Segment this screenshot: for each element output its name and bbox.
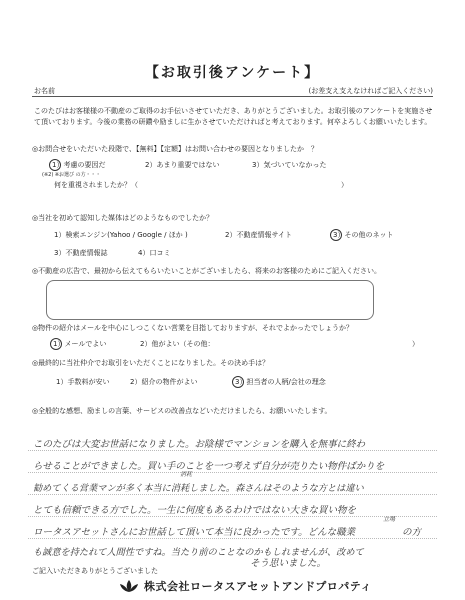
handwritten-line-6: も誠意を持たれて人間性ですね。当たり前のことなのかもしれませんが、改めて <box>33 547 364 558</box>
handwritten-insert: の方 <box>402 527 422 538</box>
q5-option-3[interactable]: 3）担当者の人柄/会社の理念 <box>235 378 326 386</box>
q2-option-3[interactable]: 3）その他のネット <box>333 231 394 239</box>
q1-option-3[interactable]: 3）気づいていなかった <box>252 161 327 169</box>
handwritten-line-7: そう思いました。 <box>250 558 327 569</box>
handwritten-line-2: らせることができました。買い手のことを一つ考えず自分が売りたい物件ばかりを <box>33 461 385 472</box>
question-6: ◎全般的な感想、励ましの言葉、サービスの改善点などいただけましたら、お願いいたします。 <box>32 407 332 415</box>
question-4: ◎物件の紹介はメールを中心にしつこくない営業を目指しておりますが、それでよかったでしょうか？ <box>32 324 353 332</box>
answer-guideline <box>28 516 437 517</box>
q4-option-2-end: ） <box>412 340 419 348</box>
page-title: 【お取引後アンケート】 <box>144 65 321 81</box>
handwritten-line-5: ロータスアセットさんにお世話して頂いて本当に良かったです。どんな職業 <box>33 527 356 538</box>
q1-option-1[interactable]: 1）考慮の要因だ <box>52 161 106 169</box>
q1-option-sub: (※2) ※お選び の方・・・ <box>42 172 101 178</box>
answer-guideline <box>28 538 437 539</box>
q5-option-1[interactable]: 1）手数料が安い <box>56 378 110 386</box>
q2-option-4[interactable]: 3）不動産情報誌 <box>54 249 108 257</box>
handwritten-insert: 立場 <box>383 516 396 523</box>
handwritten-line-3: 勧めてくる営業マンが多く本当に消耗しました。森さんはそのような方とは違い <box>33 483 364 494</box>
name-note: (お差支え支えなければご記入ください) <box>308 87 433 95</box>
company-name: 株式会社ロータスアセットアンドプロパティ <box>144 580 372 593</box>
lotus-icon <box>118 578 140 594</box>
q2-option-2[interactable]: 2）不動産情報サイト <box>225 231 292 239</box>
question-1: ◎お問合せをいただいた段階で、【無料】【定額】はお問い合わせの要因となりましたか ？ <box>32 145 318 153</box>
q1-followup[interactable]: 何を重視されましたか？（ ） <box>54 181 348 189</box>
company-logo <box>118 578 372 594</box>
name-label: お名前 <box>34 87 55 95</box>
footer-thanks: ご記入いただきありがとうございました <box>32 567 158 575</box>
q4-option-1[interactable]: 1）メールでよい <box>53 340 107 348</box>
answer-guideline <box>28 472 437 473</box>
handwritten-line-4: とても信頼できる方でした。一生に何度もあるわけではない大きな買い物を <box>33 505 357 516</box>
q1-option-2[interactable]: 2）あまり重要ではない <box>145 161 220 169</box>
intro-text: このたびはお客様様の不動産のご取得のお手伝いさせていただき、ありがとうございました。お取引後のアンケートを実施させて頂いております。今後の業務の研鑽や励ましに生かさせていただければと考えております。何卒よろしくお願いいたします。 <box>34 107 433 126</box>
handwritten-insert: 消耗 <box>180 471 193 478</box>
q3-answer-box[interactable] <box>46 280 374 320</box>
question-3: ◎不動産の広告で、最初から伝えてもらいたいことがございましたら、将来のお客様のためにご記入ください。 <box>32 267 381 275</box>
q5-option-2[interactable]: 2）紹介の物件がよい <box>130 378 198 386</box>
question-2: ◎当社を初めて認知した媒体はどのようなものでしたか？ <box>32 214 214 222</box>
question-5: ◎最終的に当社仲介でお取引をいただくことになりました。その決め手は？ <box>32 359 270 367</box>
answer-guideline <box>28 450 437 451</box>
handwritten-line-1: このたびは大変お世話になりました。お陰様でマンションを購入を無事に終わ <box>33 439 366 450</box>
q2-option-1[interactable]: 1）検索エンジン(Yahoo / Google / ほか ) <box>54 231 188 239</box>
answer-guideline <box>28 494 437 495</box>
q4-option-2[interactable]: 2）他がよい（その他： <box>140 340 215 348</box>
name-field-line[interactable] <box>32 96 433 97</box>
q2-option-5[interactable]: 4）口コミ <box>138 249 171 257</box>
